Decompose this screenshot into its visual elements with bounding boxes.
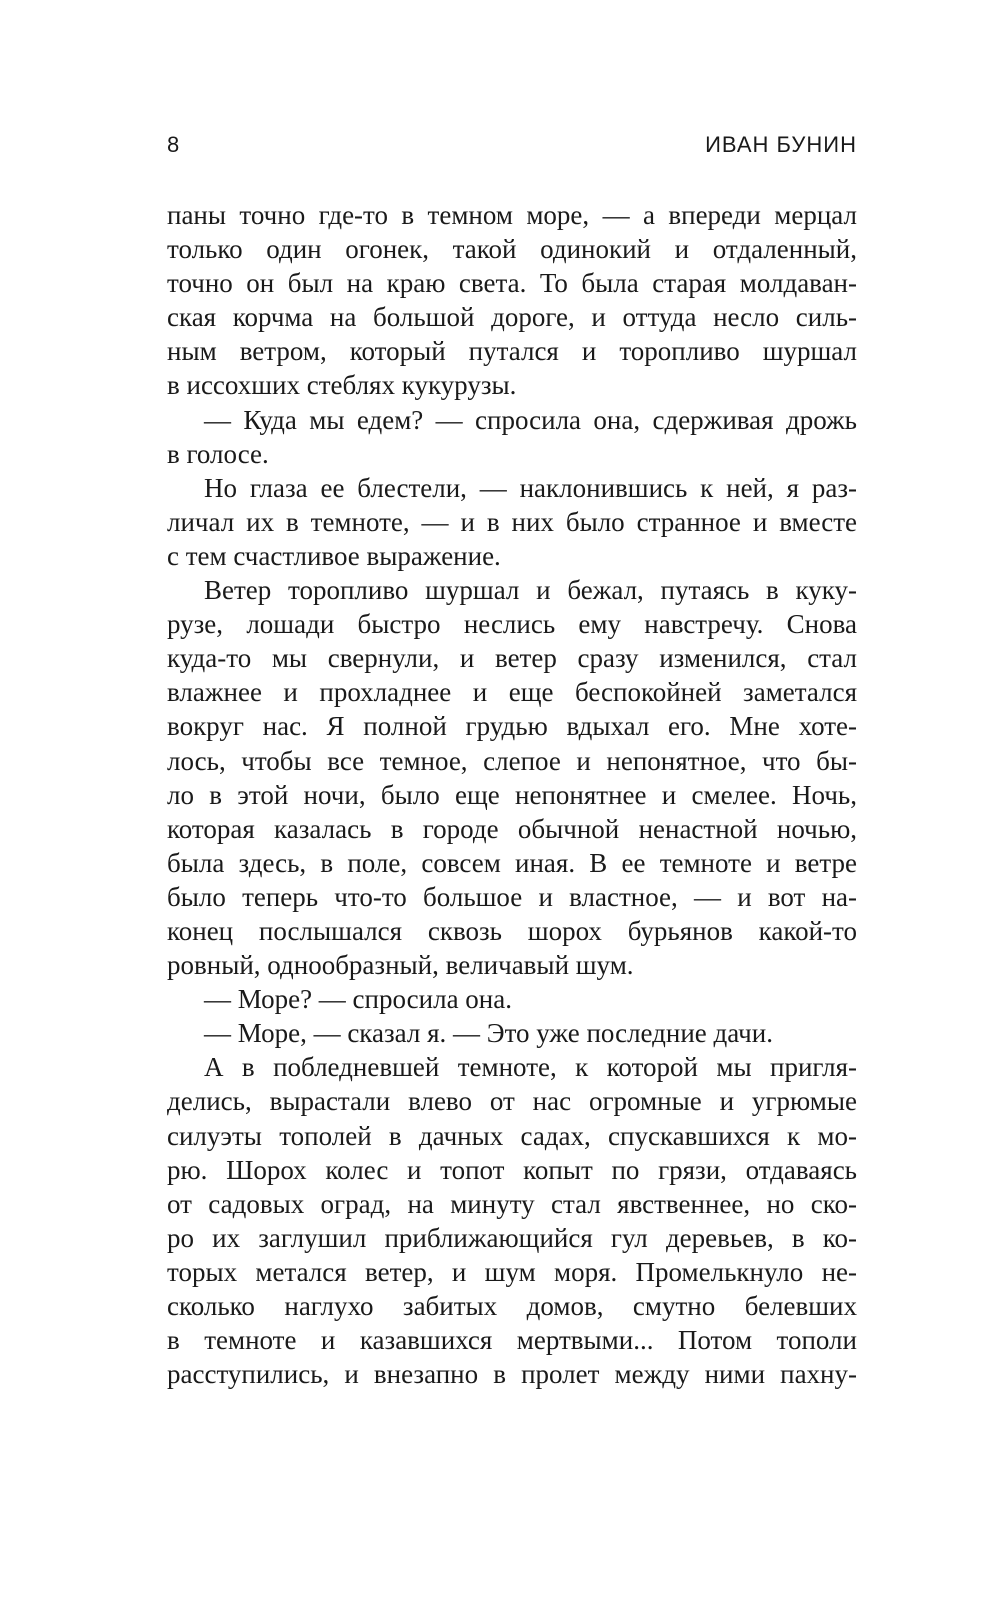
text-line: рю. Шорох колес и топот копыт по грязи, отдаваясь: [167, 1154, 857, 1185]
text-line: в голосе.: [167, 438, 269, 469]
body-text: [167, 198, 857, 1391]
text-line: лось, чтобы все темное, слепое и непонятное, что бы-: [167, 745, 857, 776]
text-line: только один огонек, такой одинокий и отдаленный,: [167, 234, 857, 265]
running-head-author: ИВАН БУНИН: [705, 132, 857, 157]
text-line: вокруг нас. Я полной грудью вдыхал его. Мне хоте-: [167, 711, 857, 742]
text-line: ро их заглушил приближающийся гул деревьев, в ко-: [167, 1222, 857, 1253]
text-line: ская корчма на большой дороге, и оттуда несло силь-: [167, 302, 857, 333]
text-line: личал их в темноте, — и в них было странное и вместе: [167, 506, 857, 537]
text-line: — Куда мы едем? — спросила она, сдерживая дрожь: [204, 404, 857, 435]
text-line: ным ветром, который путался и торопливо шуршал: [167, 336, 857, 367]
page-number: 8: [167, 132, 180, 157]
text-line: рузе, лошади быстро неслись ему навстречу. Снова: [167, 609, 857, 640]
running-head: [167, 130, 857, 160]
text-line: делись, вырастали влево от нас огромные и угрюмые: [167, 1086, 857, 1117]
text-line: ло в этой ночи, было еще непонятнее и смелее. Ночь,: [167, 779, 857, 810]
text-line: А в побледневшей темноте, к которой мы пригля-: [204, 1052, 857, 1083]
text-line: — Море, — сказал я. — Это уже последние дачи.: [204, 1018, 773, 1049]
text-line: было теперь что-то большое и властное, — и вот на-: [167, 881, 857, 912]
text-line: Но глаза ее блестели, — наклонившись к ней, я раз-: [204, 472, 857, 503]
text-line: куда-то мы свернули, и ветер сразу изменился, стал: [167, 643, 857, 674]
text-line: в темноте и казавшихся мертвыми... Потом тополи: [167, 1325, 857, 1356]
text-line: точно он был на краю света. То была старая молдаван-: [167, 268, 857, 299]
text-line: с тем счастливое выражение.: [167, 540, 501, 571]
text-line: расступились, и внезапно в пролет между ними пахну-: [167, 1359, 857, 1390]
text-line: паны точно где-то в темном море, — а впереди мерцал: [167, 200, 857, 230]
text-line: торых метался ветер, и шум моря. Промелькнуло не-: [167, 1256, 857, 1287]
text-line: была здесь, в поле, совсем иная. В ее темноте и ветре: [167, 847, 857, 878]
text-line: силуэты тополей в дачных садах, спускавшихся к мо-: [167, 1120, 857, 1151]
text-line: от садовых оград, на минуту стал явственнее, но ско-: [167, 1188, 857, 1219]
text-line: влажнее и прохладнее и еще беспокойней заметался: [167, 677, 857, 708]
text-line: конец послышался сквозь шорох бурьянов какой-то: [167, 915, 857, 946]
text-line: сколько наглухо забитых домов, смутно белевших: [167, 1291, 857, 1321]
text-line: — Море? — спросила она.: [204, 984, 512, 1015]
text-line: в иссохших стеблях кукурузы.: [167, 370, 517, 401]
text-line: ровный, однообразный, величавый шум.: [167, 950, 634, 981]
text-line: которая казалась в городе обычной ненастной ночью,: [167, 813, 857, 844]
text-line: Ветер торопливо шуршал и бежал, путаясь в куку-: [204, 575, 857, 606]
